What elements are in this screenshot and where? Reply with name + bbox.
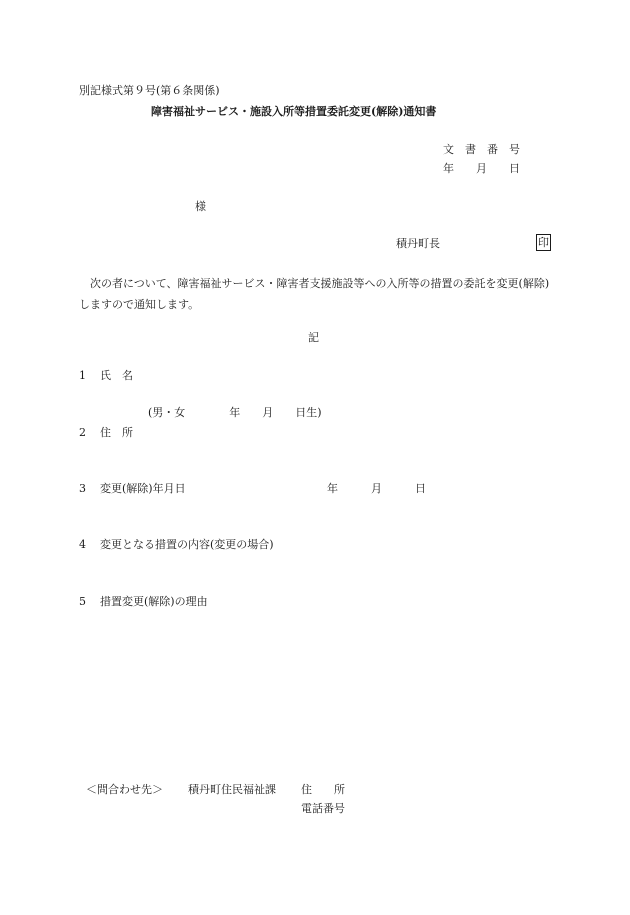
item-number-5: 5 — [79, 595, 86, 608]
body-paragraph: 次の者について、障害福祉サービス・障害者支援施設等への入所等の措置の委託を変更(解除)しますので通知します。 — [79, 277, 550, 311]
item-label-reason: 措置変更(解除)の理由 — [100, 595, 208, 608]
contact-address-label: 住 所 — [301, 783, 345, 796]
item-label-name: 氏 名 — [100, 369, 133, 382]
gender-birthdate-line: (男・女 年 月 日生) — [148, 406, 322, 419]
item-number-2: 2 — [79, 426, 86, 439]
form-number: 別記様式第９号(第６条関係) — [79, 84, 220, 97]
document-title: 障害福祉サービス・施設入所等措置委託変更(解除)通知書 — [151, 105, 437, 118]
doc-number-label: 文 書 番 号 — [443, 143, 520, 156]
ki-label: 記 — [308, 331, 319, 344]
item-number-1: 1 — [79, 369, 86, 382]
item-label-change-content: 変更となる措置の内容(変更の場合) — [100, 538, 274, 551]
seal-stamp: 印 — [538, 236, 549, 249]
contact-phone-label: 電話番号 — [301, 802, 345, 815]
date-line: 年 月 日 — [443, 162, 520, 175]
item-number-4: 4 — [79, 538, 86, 551]
item-number-3: 3 — [79, 482, 86, 495]
addressee-suffix: 様 — [195, 200, 206, 213]
sender-name: 積丹町長 — [396, 237, 440, 250]
item-label-change-date: 変更(解除)年月日 — [100, 482, 186, 495]
contact-label: ＜問合わせ先＞ — [86, 783, 163, 796]
change-date-values: 年 月 日 — [327, 482, 426, 495]
item-label-address: 住 所 — [100, 426, 133, 439]
contact-department: 積丹町住民福祉課 — [188, 783, 276, 796]
